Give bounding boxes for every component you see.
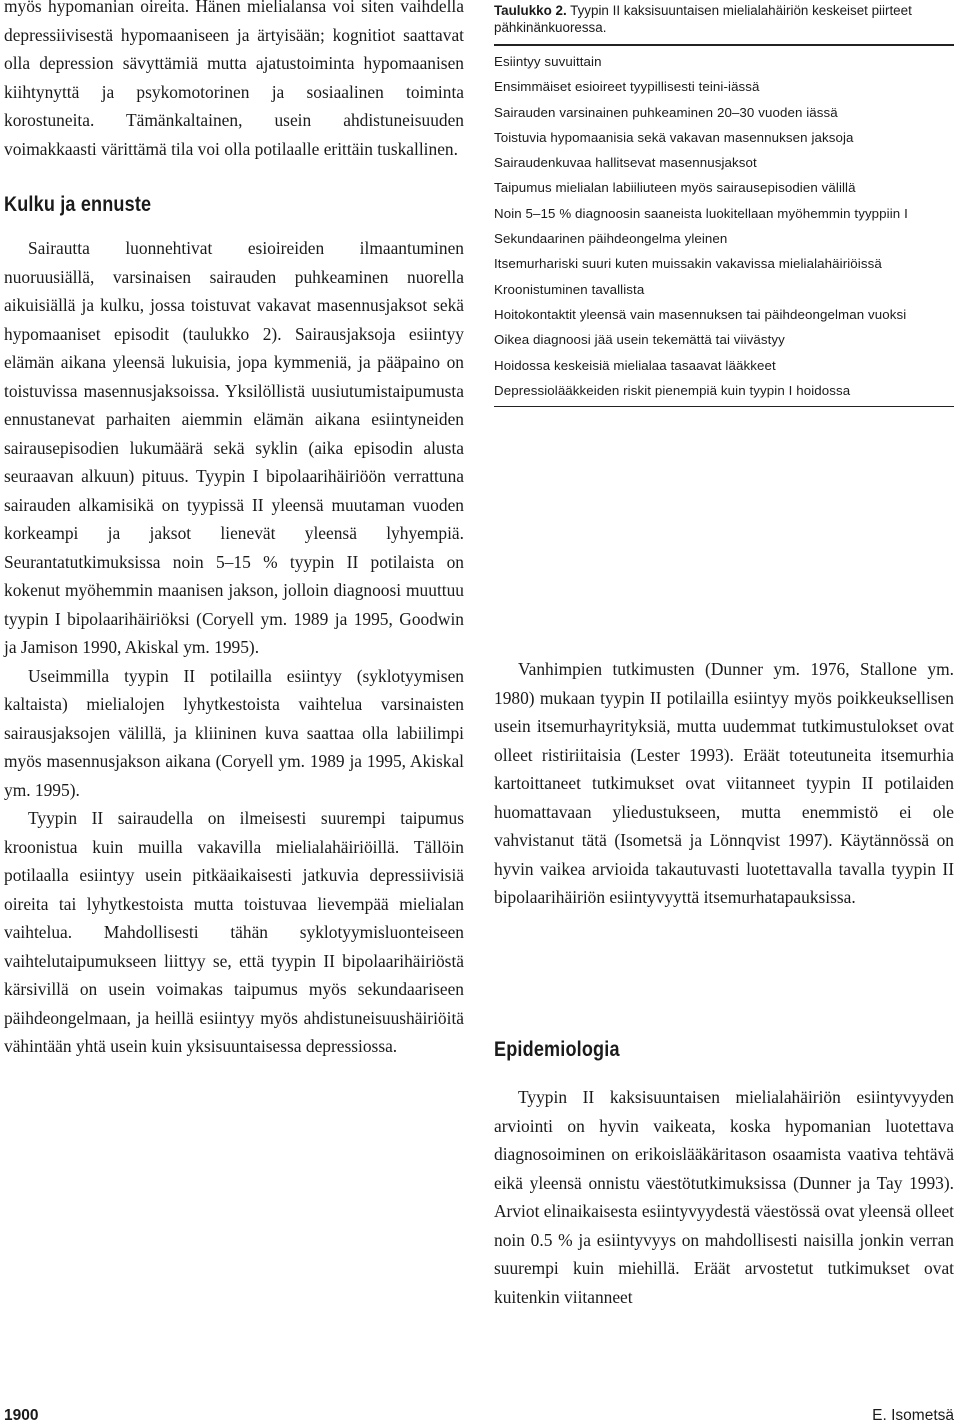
- table-item: Hoidossa keskeisiä mielialaa tasaavat lääkkeet: [494, 357, 776, 373]
- paragraph-course: Sairautta luonnehtivat esioireiden ilmaantuminen nuoruusiällä, varsinaisen sairauden puhkeaminen nuorella aikuisiällä ja kulku, jossa toistuvat vakavat masennusjaksot sekä hypomaaniset episodit (taulukko 2). Sairausjaksoja esiintyy elämän aikana yleensä lukuisia, jopa kymmeniä, ja pääpaino on toistuvissa masennusjaksoissa. Yksilöllistä uusiutumistaipumusta ennustanevat parhaiten aiemmin elämän aikana esiintyneiden sairausepisodien lukumäärä sekä syklin (aika episodin alusta seuraavan alkuun) pituus. Tyypin I bipolaarihäiriöön verrattuna sairauden alkamisikä on tyypissä II yleensä muutaman vuoden korkeampi ja jaksot lienevät yleensä lyhyempiä. Seurantatutkimuksissa noin 5–15 % tyypin II potilaista on kokenut myöhemmin maanisen jakson, jolloin diagnoosi muuttuu tyypin I bipolaarihäiriöksi (Coryell ym. 1989 ja 1995, Goodwin ja Jamison 1990, Akiskal ym. 1995).: [4, 238, 464, 657]
- table-caption-text: Tyypin II kaksisuuntaisen mielialahäiriön keskeiset piirteet pähkinänkuoressa.: [494, 3, 912, 35]
- table-bottom-rule: [494, 406, 954, 407]
- left-column: [4, 0, 464, 1061]
- table-item: Esiintyy suvuittain: [494, 54, 602, 69]
- paragraph-cycling: Useimmilla tyypin II potilailla esiintyy (syklotyymisen kaltaista) mielialojen lyhytkestoista vaihtelua varsinaisten sairausjaksojen välillä, ja kliininen kuva saattaa olla labiilimpi myös masennusjakson aikana (Coryell ym. 1989 ja 1995, Akiskal ym. 1995).: [4, 665, 464, 800]
- right-column: [494, 0, 954, 1307]
- table-item: Oikea diagnoosi jää usein tekemättä tai viivästyy: [494, 332, 785, 348]
- table-caption: [494, 0, 954, 36]
- table-item: Depressiolääkkeiden riskit pienempiä kuin tyypin I hoidossa: [494, 382, 851, 398]
- author-name: E. Isometsä: [872, 1407, 954, 1424]
- table-item: Taipumus mielialan labiiliuteen myös sairausepisodien välillä: [494, 180, 856, 196]
- section-heading-course: Kulku ja ennuste: [4, 193, 152, 216]
- paragraph-intro: myös hypomanian oireita. Hänen mielialansa voi siten vaihdella depressiivisestä hypomaaniseen ja ärtyisään; kognitiot saattavat olla depression sävyttämiä mutta ajatustoiminta hypomaanisen kiihtynyttä ja psykomotorinen ja sosiaalinen toiminta korostuneita. Tämänkaltainen, usein ahdistuneisuuden voimakkaasti värittämä tila voi olla potilaalle erittäin tuskallinen.: [4, 0, 464, 159]
- table-item: Sekundaarinen päihdeongelma yleinen: [494, 231, 728, 247]
- table-item: Kroonistuminen tavallista: [494, 281, 645, 297]
- table-label: Taulukko 2.: [494, 3, 567, 18]
- table-item: Itsemurhariski suuri kuten muissakin vakavissa mielialahäiriöissä: [494, 256, 882, 272]
- section-heading-epidemiology: Epidemiologia: [494, 1038, 620, 1061]
- table-item: Ensimmäiset esioireet tyypillisesti teini-iässä: [494, 79, 760, 95]
- table-item: Toistuvia hypomaanisia sekä vakavan masennuksen jaksoja: [494, 129, 854, 145]
- page-number: 1900: [4, 1407, 39, 1424]
- paragraph-suicide: Vanhimpien tutkimusten (Dunner ym. 1976, Stallone ym. 1980) mukaan tyypin II potilailla esiintyy myös poikkeuksellisen usein itsemurhayrityksiä, mutta uudemmat tutkimustulokset ovat olleet ristiriitaisia (Lester 1993). Eräät toteutuneita itsemurhia kartoittaneet tutkimukset ovat viitanneet tyypin II potilaiden huomattavaan yliedustukseen, mutta enemmistö ei ole vahvistanut tätä (Isometsä ja Lönnqvist 1997). Käytännössä on hyvin vaikea arvioida takautuvasti luotettavalla tavalla tyypin II bipolaarihäiriön esiintyvyyttä itsemurhatapauksissa.: [494, 659, 954, 907]
- table-item: Sairaudenkuvaa hallitsevat masennusjaksot: [494, 155, 757, 171]
- paragraph-epidemiology: Tyypin II kaksisuuntaisen mielialahäiriön esiintyvyyden arviointi on hyvin vaikeata, koska hypomanian luotettava diagnosoiminen on erikoislääkäritason osaamista vaativa tehtävä eikä yleensä onnistu väestötutkimuksissa (Dunner ja Tay 1993). Arviot elinaikaisesta esiintyvyydestä väestössä ovat yleensä olleet noin 0.5 % ja esiintyvyys on mahdollisesti naisilla jonkin verran suurempi kuin miehillä. Eräät arvostetut tutkimukset ovat kuitenkin viitanneet: [494, 1087, 954, 1307]
- paragraph-chronic: Tyypin II sairaudella on ilmeisesti suurempi taipumus kroonistua kuin muilla vakavilla mielialahäiriöillä. Tällöin potilaalla esiintyy usein pitkäaikaisesti jatkuvia depressiivisiä oireita tai lyhytkestoista mutta toistuvaa lievempää mielialan vaihtelua. Mahdollisesti tähän syklotyymisluonteiseen vaihtelutaipumukseen liittyy se, että tyypin II bipolaarihäiriöstä kärsivillä on usein voimakas taipumus myös sekundaariseen päihdeongelmaan, ja heillä esiintyy myös ahdistuneisuushäiriöitä vähintään yhtä usein kuin yksisuuntaisessa depressiossa.: [4, 808, 464, 1056]
- table-2: [494, 0, 954, 407]
- table-item: Sairauden varsinainen puhkeaminen 20–30 vuoden iässä: [494, 104, 838, 120]
- table-item: Noin 5–15 % diagnoosin saaneista luokitellaan myöhemmin tyyppiin I: [494, 205, 908, 221]
- table-item: Hoitokontaktit yleensä vain masennuksen tai päihdeongelman vuoksi: [494, 306, 907, 322]
- table-feature-list: [494, 46, 954, 400]
